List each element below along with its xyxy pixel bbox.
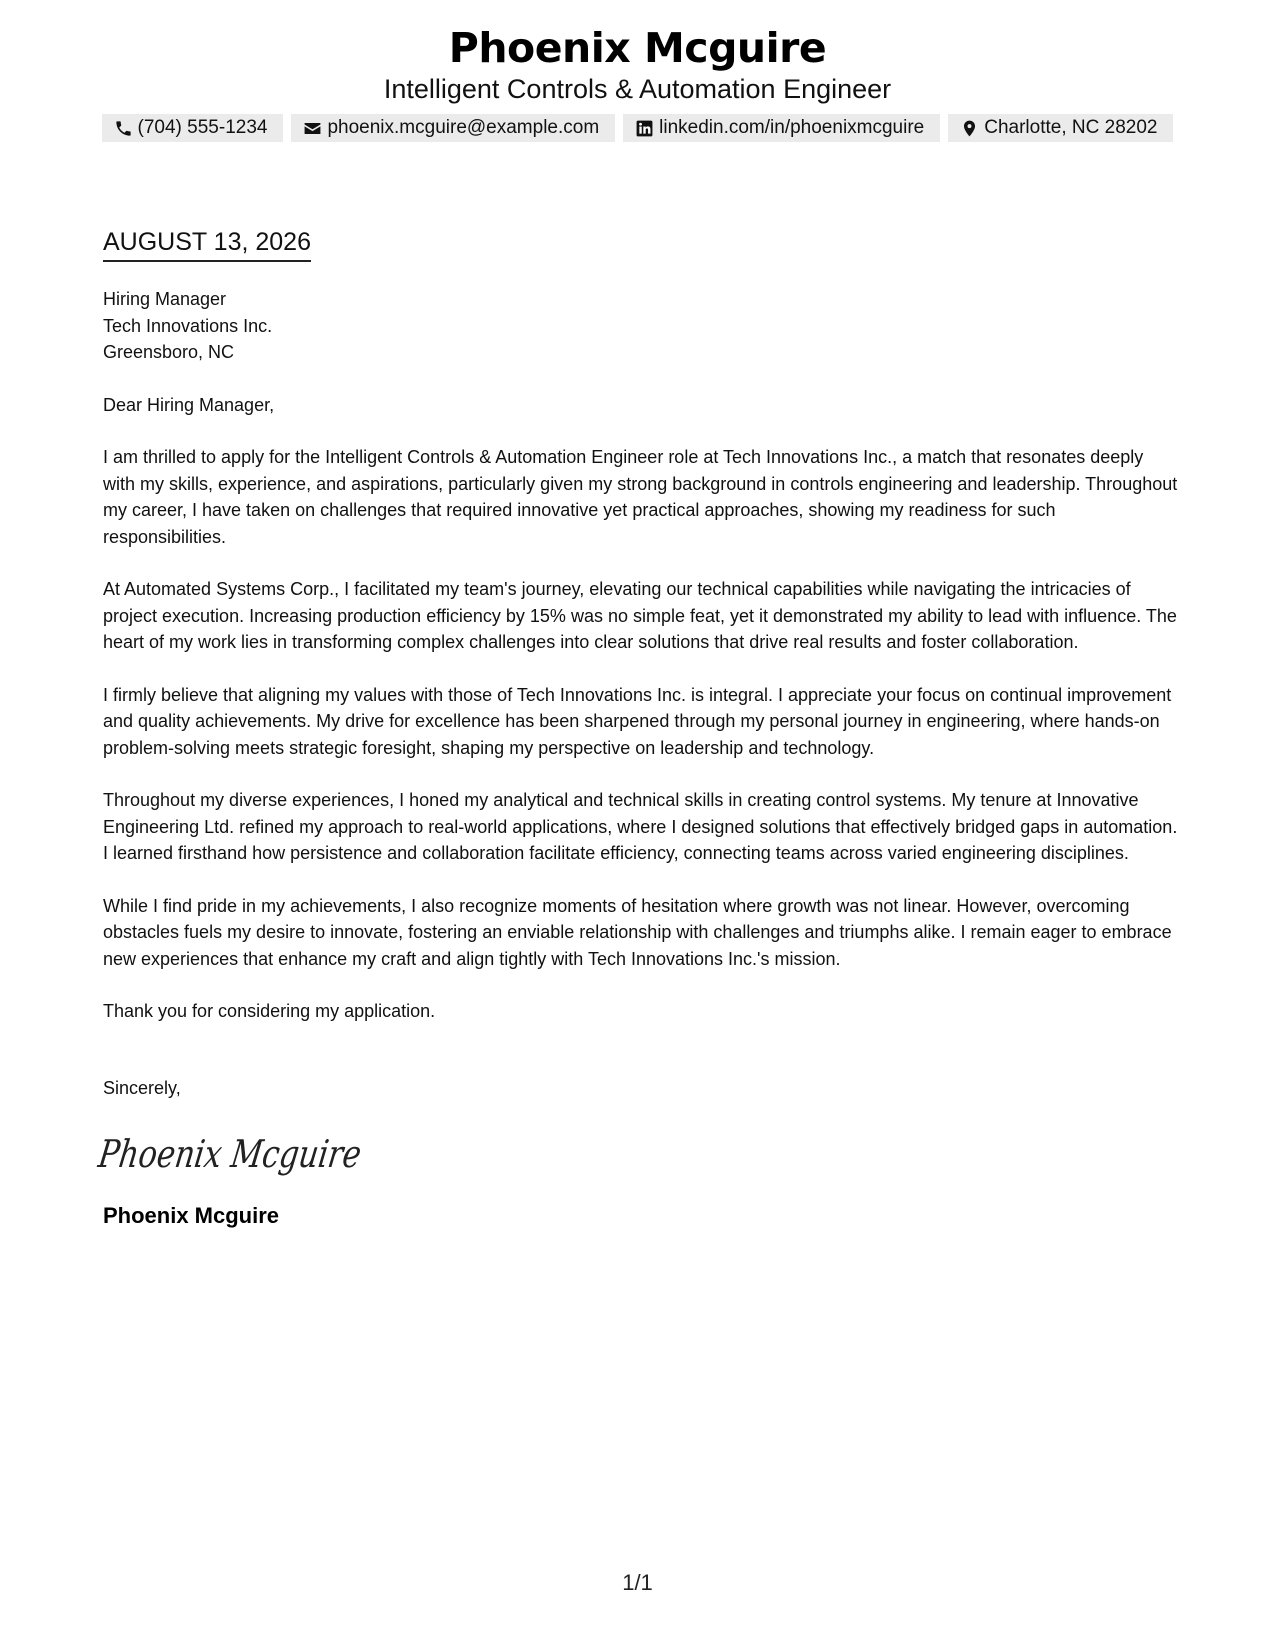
salutation: Dear Hiring Manager, — [103, 394, 275, 415]
body-paragraph: Thank you for considering my application. — [103, 1001, 436, 1021]
closing: Sincerely, — [103, 1077, 181, 1098]
contact-phone[interactable] — [102, 114, 284, 142]
contact-linkedin[interactable] — [623, 114, 940, 142]
applicant-title: Intelligent Controls & Automation Engineer — [383, 74, 892, 104]
applicant-name: Phoenix Mcguire — [448, 24, 827, 72]
recipient-line: Tech Innovations Inc. — [103, 315, 273, 336]
contact-email-text: phoenix.mcguire@example.com — [327, 117, 600, 138]
linkedin-icon — [635, 119, 654, 138]
page-number: 1/1 — [622, 1570, 653, 1595]
contact-linkedin-text: linkedin.com/in/phoenixmcguire — [659, 117, 925, 138]
phone-icon — [114, 119, 133, 138]
body-paragraph: At Automated Systems Corp., I facilitated my team's journey, elevating our technical capabilities while navigating the intricacies of project execution. Increasing production efficiency by 15% was no simple feat, yet it demonstrated my ability to lead with influence. The heart of my work lies in transforming complex challenges into clear solutions that drive real results and foster collaboration. — [103, 579, 1177, 652]
signer-name: Phoenix Mcguire — [103, 1203, 280, 1228]
body-paragraph: Throughout my diverse experiences, I honed my analytical and technical skills in creating control systems. My tenure at Innovative Engineering Ltd. refined my approach to real-world applications, where I designed solutions that effectively bridged gaps in automation. I learned firsthand how persistence and collaboration facilitate efficiency, connecting teams across varied engineering disciplines. — [103, 790, 1178, 863]
signature-text: Phoenix Mcguire — [95, 1133, 430, 1177]
letter-header — [0, 22, 1275, 106]
recipient-block — [103, 286, 1178, 366]
body-paragraph: While I find pride in my achievements, I also recognize moments of hesitation where growth was not linear. However, overcoming obstacles fuels my desire to innovate, fostering an enviable relationship with challenges and triumphs alike. I remain eager to embrace new experiences that enhance my craft and align tightly with Tech Innovations Inc.'s mission. — [103, 895, 1172, 969]
contact-location-text: Charlotte, NC 28202 — [984, 117, 1158, 138]
body-paragraph: I firmly believe that aligning my values with those of Tech Innovations Inc. is integral. I appreciate your focus on continual improvement and quality achievements. My drive for excellence has been sharpened through my personal journey in engineering, where hands-on problem-solving meets strategic foresight, shaping my perspective on leadership and technology. — [103, 684, 1172, 758]
contact-location[interactable] — [948, 114, 1173, 142]
letter-date: AUGUST 13, 2026 — [103, 226, 311, 262]
envelope-icon — [303, 119, 322, 138]
contact-bar — [0, 114, 1275, 142]
recipient-line: Greensboro, NC — [103, 342, 235, 362]
recipient-line: Hiring Manager — [103, 289, 227, 309]
contact-email[interactable] — [291, 114, 615, 142]
signature-image — [95, 1125, 1178, 1185]
letter-body — [95, 286, 1178, 1230]
map-pin-icon — [960, 119, 979, 138]
contact-phone-text: (704) 555-1234 — [137, 117, 268, 138]
body-paragraph: I am thrilled to apply for the Intelligent Controls & Automation Engineer role at Tech Innovations Inc., a match that resonates deeply with my skills, experience, and aspirations, particularly given my strong background in controls engineering and leadership. Throughout my career, I have taken on challenges that required innovative yet practical approaches, showing my readiness for such responsibilities. — [103, 447, 1178, 547]
